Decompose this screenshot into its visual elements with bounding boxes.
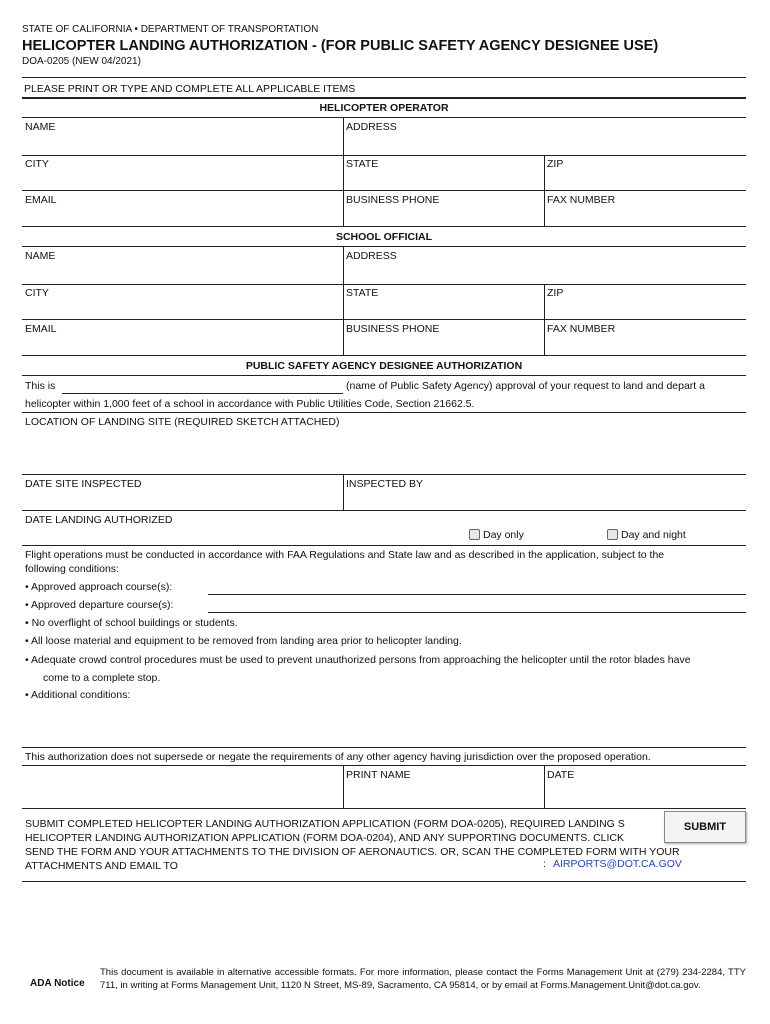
checkbox-icon (469, 529, 480, 540)
print-name-field[interactable]: PRINT NAME (346, 769, 411, 781)
divider (22, 319, 746, 320)
landing-site-location-field[interactable]: LOCATION OF LANDING SITE (REQUIRED SKETCH ATTACHED) (25, 416, 340, 428)
divider (343, 117, 344, 226)
school-name-field[interactable]: NAME (25, 250, 56, 262)
school-state-field[interactable]: STATE (346, 287, 379, 299)
date-field[interactable]: DATE (547, 769, 575, 781)
operator-heading: HELICOPTER OPERATOR (319, 102, 449, 114)
divider (22, 375, 746, 376)
day-and-night-checkbox[interactable] (607, 529, 686, 541)
divider (343, 246, 344, 355)
school-email-field[interactable]: EMAIL (25, 323, 57, 335)
approach-label: • Approved approach course(s): (25, 581, 173, 593)
designee-heading: PUBLIC SAFETY AGENCY DESIGNEE AUTHORIZATION (245, 360, 523, 372)
operator-name-field[interactable]: NAME (25, 121, 56, 133)
divider (22, 747, 746, 748)
conditions-intro-2: following conditions: (25, 563, 119, 575)
divider (22, 474, 746, 475)
day-only-label: Day only (483, 529, 524, 541)
additional-conditions-input[interactable] (22, 700, 746, 746)
crowd-control-condition-2: come to a complete stop. (43, 672, 161, 684)
divider (22, 355, 746, 356)
divider (22, 155, 746, 156)
divider (22, 77, 746, 78)
approval-text: (name of Public Safety Agency) approval of your request to land and depart a (346, 380, 705, 392)
instructions: PLEASE PRINT OR TYPE AND COMPLETE ALL APPLICABLE ITEMS (24, 83, 356, 95)
ada-notice-label: ADA Notice (30, 978, 85, 989)
date-authorized-field[interactable]: DATE LANDING AUTHORIZED (25, 514, 173, 526)
form-number: DOA-0205 (NEW 04/2021) (22, 56, 141, 67)
operator-address-field[interactable]: ADDRESS (346, 121, 397, 133)
form-title: HELICOPTER LANDING AUTHORIZATION - (FOR PUBLIC SAFETY AGENCY DESIGNEE USE) (22, 38, 659, 54)
divider (22, 97, 746, 99)
ada-notice-text: This document is available in alternative accessible formats. For more information, please contact the Forms Management Unit at (279) 234-2284, TTY 711, in writing at Forms Management Unit, 1120 N Street, MS-89, Sacramento, CA 95814, or by email at Forms.Management.Unit@dot.ca.gov. (100, 967, 746, 991)
school-business-phone-field[interactable]: BUSINESS PHONE (346, 323, 440, 335)
school-zip-field[interactable]: ZIP (547, 287, 564, 299)
divider (22, 246, 746, 247)
operator-state-field[interactable]: STATE (346, 158, 379, 170)
approval-text-2: helicopter within 1,000 feet of a school in accordance with Public Utilities Code, Section 21662.5. (25, 398, 475, 410)
crowd-control-condition: • Adequate crowd control procedures must be used to prevent unauthorized persons from approaching the helicopter until the rotor blades have (25, 654, 691, 666)
departure-course-input[interactable] (208, 612, 746, 613)
approach-course-input[interactable] (208, 594, 746, 595)
agency-line: STATE OF CALIFORNIA • DEPARTMENT OF TRANSPORTATION (22, 24, 319, 35)
divider (544, 765, 545, 808)
checkbox-icon (607, 529, 618, 540)
operator-city-field[interactable]: CITY (25, 158, 49, 170)
divider (22, 190, 746, 191)
email-colon: : (543, 858, 546, 870)
submit-instructions-2: HELICOPTER LANDING AUTHORIZATION APPLICATION (FORM DOA-0204), AND ANY SUPPORTING DOCUMENTS. CLICK (25, 832, 624, 844)
divider (343, 765, 344, 808)
day-and-night-label: Day and night (621, 529, 686, 541)
agency-name-input[interactable] (62, 393, 343, 394)
no-overflight-condition: • No overflight of school buildings or students. (25, 617, 238, 629)
school-address-field[interactable]: ADDRESS (346, 250, 397, 262)
divider (22, 510, 746, 511)
divider (343, 474, 344, 510)
operator-business-phone-field[interactable]: BUSINESS PHONE (346, 194, 440, 206)
divider (22, 284, 746, 285)
departure-label: • Approved departure course(s): (25, 599, 174, 611)
divider (22, 117, 746, 118)
inspected-by-field[interactable]: INSPECTED BY (346, 478, 424, 490)
loose-material-condition: • All loose material and equipment to be removed from landing area prior to helicopter landing. (25, 635, 462, 647)
divider (22, 808, 746, 809)
operator-zip-field[interactable]: ZIP (547, 158, 564, 170)
operator-fax-field[interactable]: FAX NUMBER (547, 194, 616, 206)
school-city-field[interactable]: CITY (25, 287, 49, 299)
submit-instructions-3: SEND THE FORM AND YOUR ATTACHMENTS TO THE DIVISION OF AERONAUTICS. OR, SCAN THE COMPLETED FORM WITH YOUR (25, 846, 680, 858)
submit-instructions-4: ATTACHMENTS AND EMAIL TO (25, 860, 178, 872)
conditions-intro: Flight operations must be conducted in accordance with FAA Regulations and State law and as described in the application, subject to the (25, 549, 665, 561)
divider (22, 412, 746, 413)
school-heading: SCHOOL OFFICIAL (335, 231, 433, 243)
submit-instructions-1: SUBMIT COMPLETED HELICOPTER LANDING AUTHORIZATION APPLICATION (FORM DOA-0205), REQUIRED LANDING S (25, 818, 625, 830)
this-is-label: This is (25, 380, 56, 392)
divider (22, 226, 746, 227)
divider (22, 545, 746, 546)
submit-button[interactable]: SUBMIT (664, 811, 746, 843)
additional-conditions-label: • Additional conditions: (25, 689, 131, 701)
school-fax-field[interactable]: FAX NUMBER (547, 323, 616, 335)
divider (22, 881, 746, 882)
disclaimer: This authorization does not supersede or negate the requirements of any other agency having jurisdiction over the proposed operation. (25, 751, 651, 763)
day-only-checkbox[interactable] (469, 529, 524, 541)
operator-email-field[interactable]: EMAIL (25, 194, 57, 206)
date-inspected-field[interactable]: DATE SITE INSPECTED (25, 478, 142, 490)
divider (22, 765, 746, 766)
email-link[interactable]: AIRPORTS@DOT.CA.GOV (553, 858, 682, 870)
